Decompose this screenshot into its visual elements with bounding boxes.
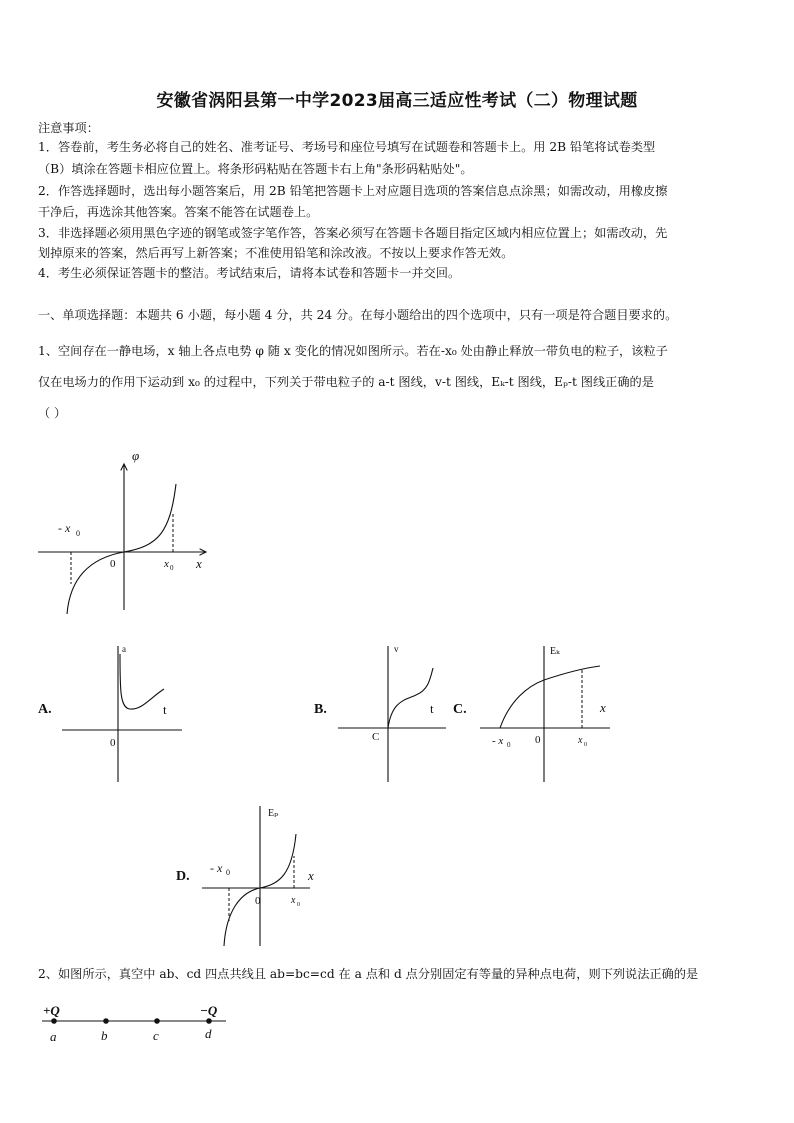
notice-line-2: （B）填涂在答题卡相应位置上。将条形码粘贴在答题卡右上角"条形码粘贴处"。	[38, 162, 473, 176]
notice-line-6: 划掉原来的答案，然后再写上新答案；不准使用铅笔和涂改液。不按以上要求作答无效。	[38, 246, 514, 260]
origin-label: 0	[110, 558, 116, 570]
point-b-dot	[103, 1018, 109, 1024]
origin-label: 0	[535, 734, 541, 746]
exam-title: 安徽省涡阳县第一中学2023届高三适应性考试（二）物理试题	[156, 91, 638, 111]
point-c-dot	[154, 1018, 160, 1024]
option-c-graph[interactable]	[478, 640, 618, 785]
pos-x0-subscript: 0	[170, 564, 174, 572]
y-axis-label: φ	[132, 448, 140, 463]
notice-line-1: 1．答卷前，考生务必将自己的姓名、准考证号、考场号和座位号填写在试题卷和答题卡上。用 2B 铅笔将试卷类型	[38, 140, 656, 154]
pos-x0-label: x	[164, 558, 169, 570]
neg-x0-subscript: 0	[507, 741, 511, 749]
phi-x-graph	[30, 448, 220, 618]
point-b-label: b	[101, 1028, 108, 1043]
pos-x0-label: x	[291, 895, 296, 906]
pos-x0-label: x	[578, 735, 583, 746]
neg-x0-label: - x	[58, 521, 71, 535]
origin-label: 0	[110, 737, 116, 749]
q1-answer-blank: （ ）	[38, 406, 67, 420]
q2-text-line-1: 2、如图所示，真空中 ab、cd 四点共线且 ab=bc=cd 在 a 点和 d 点分别固定有等量的异种点电荷，则下列说法正确的是	[38, 967, 699, 981]
point-d-dot	[206, 1018, 212, 1024]
point-c-label: c	[153, 1028, 159, 1043]
neg-x0-label: - x	[492, 735, 504, 747]
a-t-curve	[120, 654, 164, 709]
notice-line-3: 2．作答选择题时，选出每小题答案后，用 2B 铅笔把答题卡上对应题目选项的答案信息点涂黑；如需改动，用橡皮擦	[38, 184, 668, 198]
option-a-label[interactable]: A.	[38, 702, 52, 717]
point-a-label: a	[50, 1029, 57, 1044]
phi-curve	[67, 484, 176, 614]
ek-x-curve	[500, 666, 600, 728]
y-axis-label: Eₚ	[268, 808, 279, 819]
charges-line-figure	[36, 1000, 236, 1050]
x-axis-label: t	[430, 701, 434, 716]
positive-charge-label: +Q	[43, 1003, 60, 1018]
x-axis-label: x	[600, 700, 606, 715]
option-d-label[interactable]: D.	[176, 869, 190, 884]
neg-x0-subscript: 0	[226, 868, 230, 877]
option-b-graph[interactable]	[336, 640, 456, 785]
origin-label: 0	[255, 895, 261, 907]
option-b-label[interactable]: B.	[314, 702, 327, 717]
q1-text-line-1: 1、空间存在一静电场，x 轴上各点电势 φ 随 x 变化的情况如图所示。若在-x₀ 处由静止释放一带负电的粒子，该粒子	[38, 344, 668, 358]
negative-charge-label: −Q	[200, 1003, 218, 1018]
y-axis-label: Eₖ	[550, 646, 560, 657]
section-heading: 一、单项选择题：本题共 6 小题，每小题 4 分，共 24 分。在每小题给出的四个选项中，只有一项是符合题目要求的。	[38, 308, 678, 322]
q1-text-line-2: 仅在电场力的作用下运动到 x₀ 的过程中，下列关于带电粒子的 a-t 图线，v-t 图线，Eₖ-t 图线，Eₚ-t 图线正确的是	[38, 375, 654, 389]
neg-x0-label: - x	[210, 861, 223, 875]
x-axis-label: t	[163, 702, 167, 717]
notice-heading: 注意事项：	[38, 121, 99, 135]
origin-label: C	[372, 731, 380, 743]
x-axis-label: x	[308, 868, 314, 883]
pos-x0-subscript: 0	[297, 902, 300, 908]
notice-line-7: 4．考生必须保证答题卡的整洁。考试结束后，请将本试卷和答题卡一并交回。	[38, 266, 461, 280]
option-a-graph[interactable]	[60, 640, 190, 785]
y-axis-label: a	[122, 644, 126, 654]
point-d-label: d	[205, 1026, 212, 1041]
notice-line-5: 3．非选择题必须用黑色字迹的钢笔或签字笔作答，答案必须写在答题卡各题目指定区域内相应位置上；如需改动，先	[38, 226, 668, 240]
v-t-curve	[388, 668, 433, 728]
pos-x0-subscript: 0	[584, 742, 587, 748]
notice-line-4: 干净后，再选涂其他答案。答案不能答在试题卷上。	[38, 205, 319, 219]
x-axis-label: x	[196, 556, 202, 571]
point-a-dot	[51, 1018, 57, 1024]
option-d-graph[interactable]	[198, 800, 328, 950]
neg-x0-subscript: 0	[76, 529, 80, 538]
option-c-label[interactable]: C.	[453, 702, 467, 717]
y-axis-label: v	[394, 644, 399, 654]
